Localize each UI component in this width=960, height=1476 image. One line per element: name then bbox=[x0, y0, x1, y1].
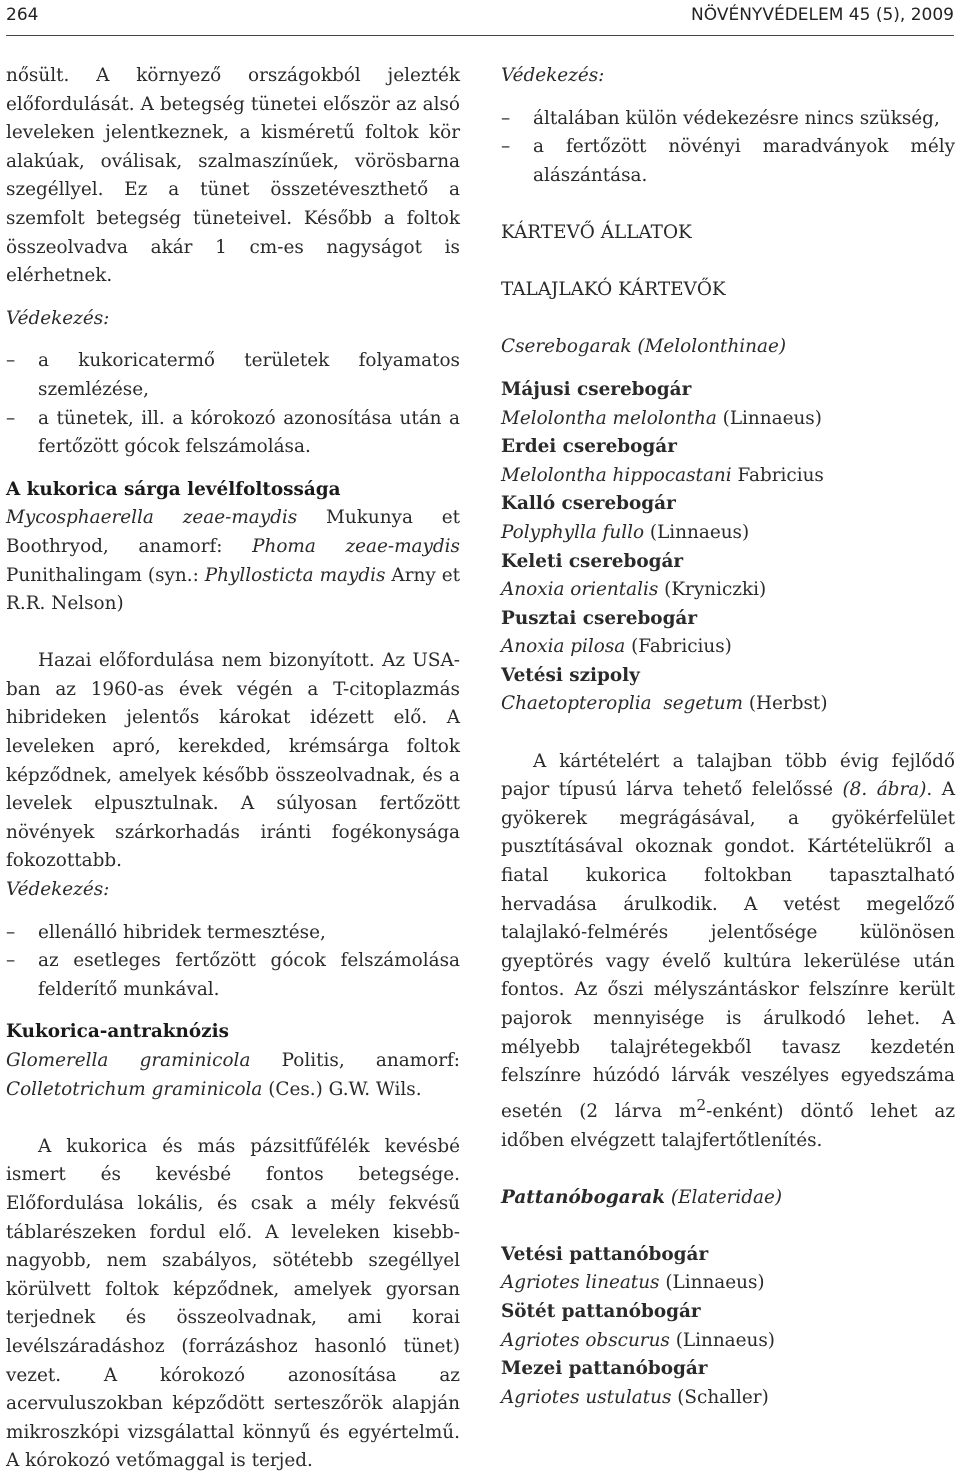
superscript: 2 bbox=[696, 1095, 707, 1114]
authority: (Herbst) bbox=[742, 693, 828, 715]
species-common-name: Pusztai cserebogár bbox=[501, 607, 698, 629]
list-item: – az esetleges fertőzött gócok felszámolása felderítő munkával. bbox=[6, 947, 460, 1004]
group-heading bbox=[501, 333, 955, 362]
subsection-heading: TALAJLAKÓ KÁRTEVŐK bbox=[501, 279, 726, 301]
disease-paragraph: A kukorica és más pázsitfűfélék kevésbé ismert és kevésbé fontos betegsége. Előfordulása lokális, és csak a mély fekvésű táblarészeken fordul elő. A leveleken kisebb-nagyobb, nem szabályos, sötétebb szegéllyel körülvett foltok képződnek, amelyek gyorsan terjednek és összeolvadnak, ami korai levélszáradáshoz (forrázáshoz hasonló tünet) vezet. A kórokozó azonosítása az acervuluszokban képződött serteszőrök alapján mikroszkópi vizsgálattal könnyű és egyértelmű. A kórokozó vetőmaggal is terjed. bbox=[6, 1135, 460, 1472]
authority: (Kryniczki) bbox=[658, 579, 767, 601]
group-scientific-name: (Melolonthinae) bbox=[631, 336, 787, 358]
scientific-name: Colletotrichum graminicola bbox=[6, 1078, 263, 1100]
disease-paragraph: Hazai előfordulása nem bizonyított. Az USA-ban az 1960-as évek végén a T-citoplazmás hibrideken jelentős károkat idézett elő. A leveleken apró, kerekded, krémsárga foltok képződnek, amelyek később összeolvadnak, és a levelek elpusztulnak. A súlyosan fertőzött növények szárkorhadás iránti fogékonysága fokozottabb. bbox=[6, 650, 460, 872]
list-item: – a kukoricatermő területek folyamatos szemlézése, bbox=[6, 347, 460, 404]
species-common-name: Mezei pattanóbogár bbox=[501, 1358, 708, 1380]
species-common-name: Erdei cserebogár bbox=[501, 436, 677, 458]
group-name: Cserebogarak bbox=[501, 336, 632, 358]
authority: (Schaller) bbox=[671, 1386, 769, 1408]
group-name: Pattanóbogarak bbox=[501, 1186, 666, 1208]
journal-citation: NÖVÉNYVÉDELEM 45 (5), 2009 bbox=[691, 5, 954, 25]
species-common-name: Vetési pattanóbogár bbox=[501, 1243, 709, 1265]
authority: (Linnaeus) bbox=[669, 1329, 775, 1351]
page-number: 264 bbox=[6, 5, 39, 25]
scientific-name: Polyphylla fullo bbox=[501, 521, 645, 543]
disease-title: Kukorica-antraknózis bbox=[6, 1021, 229, 1043]
disease-taxonomy bbox=[6, 504, 460, 618]
disease-taxonomy bbox=[6, 1047, 460, 1104]
authority: (Linnaeus) bbox=[644, 521, 750, 543]
figure-reference: (8. ábra) bbox=[842, 779, 927, 801]
scientific-name: Phoma zeae-maydis bbox=[252, 535, 460, 557]
list-item: – a fertőzött növényi maradványok mély alászántása. bbox=[501, 133, 955, 190]
protection-label: Védekezés: bbox=[501, 65, 605, 86]
authority: Politis, anamorf: bbox=[250, 1050, 460, 1071]
intro-paragraph: nősült. A környező országokból jelezték előfordulását. A betegség tünetei először az alsó leveleken jelentkeznek, a kisméretű foltok kör alakúak, oválisak, szalmaszínűek, vörösbarna szegéllyel. Ez a tünet összetéveszthető a szemfolt betegség tüneteivel. Később a foltok összeolvadva akár 1 cm-es nagyságot is elérhetnek. bbox=[6, 65, 460, 287]
group-scientific-name: (Elateridae) bbox=[665, 1186, 783, 1208]
authority: (Ces.) G.W. Wils. bbox=[262, 1078, 422, 1100]
group-heading bbox=[501, 1184, 955, 1213]
running-header bbox=[6, 5, 954, 27]
species-scientific bbox=[501, 1269, 955, 1298]
scientific-name: Glomerella graminicola bbox=[6, 1050, 251, 1071]
scientific-name: Melolontha melolontha bbox=[501, 407, 717, 429]
species-common-name: Keleti cserebogár bbox=[501, 550, 684, 572]
scientific-name: Agriotes ustulatus bbox=[501, 1386, 672, 1408]
species-scientific bbox=[501, 405, 955, 434]
species-scientific bbox=[501, 690, 955, 719]
authority: Mukunya et Boothryod, anamorf: bbox=[6, 507, 460, 557]
list-item: – általában külön védekezésre nincs szükség, bbox=[501, 105, 955, 134]
species-scientific bbox=[501, 1327, 955, 1356]
damage-paragraph bbox=[501, 748, 955, 1155]
protection-list bbox=[501, 105, 955, 191]
species-scientific bbox=[501, 633, 955, 662]
scientific-name: Agriotes obscurus bbox=[501, 1329, 670, 1351]
species-common-name: Kalló cserebogár bbox=[501, 493, 676, 515]
species-scientific bbox=[501, 576, 955, 605]
authority: (Fabricius) bbox=[625, 636, 732, 658]
scientific-name: Phyllosticta maydis bbox=[204, 564, 386, 586]
scientific-name: Melolontha hippocastani bbox=[501, 464, 732, 486]
damage-text: -enként) döntő lehet az időben elvégzett talajfertőtlenítés. bbox=[501, 1100, 956, 1151]
scientific-name: Chaetopteroplia segetum bbox=[501, 693, 743, 715]
list-item: – a tünetek, ill. a kórokozó azonosítása után a fertőzött gócok felszámolása. bbox=[6, 405, 460, 462]
protection-label: Védekezés: bbox=[6, 307, 110, 329]
species-list bbox=[501, 376, 955, 719]
species-list bbox=[501, 1241, 955, 1413]
authority: (Linnaeus) bbox=[716, 407, 822, 429]
species-scientific bbox=[501, 462, 955, 491]
scientific-name: Mycosphaerella zeae-maydis bbox=[6, 507, 298, 529]
scientific-name: Anoxia orientalis bbox=[501, 579, 659, 601]
header-rule bbox=[6, 35, 954, 36]
right-column bbox=[501, 62, 955, 1412]
left-column bbox=[6, 62, 460, 1476]
authority: Punithalingam (syn.: bbox=[6, 564, 205, 586]
species-common-name: Májusi cserebogár bbox=[501, 378, 692, 400]
scientific-name: Agriotes lineatus bbox=[501, 1272, 660, 1294]
species-common-name: Sötét pattanóbogár bbox=[501, 1301, 701, 1323]
scientific-name: Anoxia pilosa bbox=[501, 636, 626, 658]
damage-text: . A gyökerek megrágásával, a gyökérfelület pusztításával okoznak gondot. Kártételükről a fiatal kukorica foltokban tapasztalható hervadása árulkodik. A vetést megelőző talajlakó-felmérés jelentősége különösen gyeptörés vagy évelő kultúra lekerülése után fontos. Az őszi mélyszántáskor felszínre került pajorok mennyisége is árulkodó lehet. A mélyebb talajrétegekből tavasz kezdetén felszínre húzódó lárvák veszélyes egyedszáma esetén (2 lárva m bbox=[501, 779, 955, 1122]
damage-text: A kártételért a talajban több évig fejlődő pajor típusú lárva tehető felelőssé bbox=[501, 750, 955, 801]
disease-title: A kukorica sárga levélfoltossága bbox=[6, 478, 341, 500]
authority: (Linnaeus) bbox=[659, 1272, 765, 1294]
protection-list bbox=[6, 347, 460, 461]
species-scientific bbox=[501, 1384, 955, 1413]
section-heading: KÁRTEVŐ ÁLLATOK bbox=[501, 221, 692, 243]
authority: Fabricius bbox=[731, 464, 824, 486]
list-item: – ellenálló hibridek termesztése, bbox=[6, 919, 460, 948]
protection-list bbox=[6, 919, 460, 1005]
species-scientific bbox=[501, 519, 955, 548]
species-common-name: Vetési szipoly bbox=[501, 664, 640, 686]
protection-label: Védekezés: bbox=[6, 879, 110, 901]
authority: Arny et R.R. Nelson) bbox=[6, 564, 460, 615]
